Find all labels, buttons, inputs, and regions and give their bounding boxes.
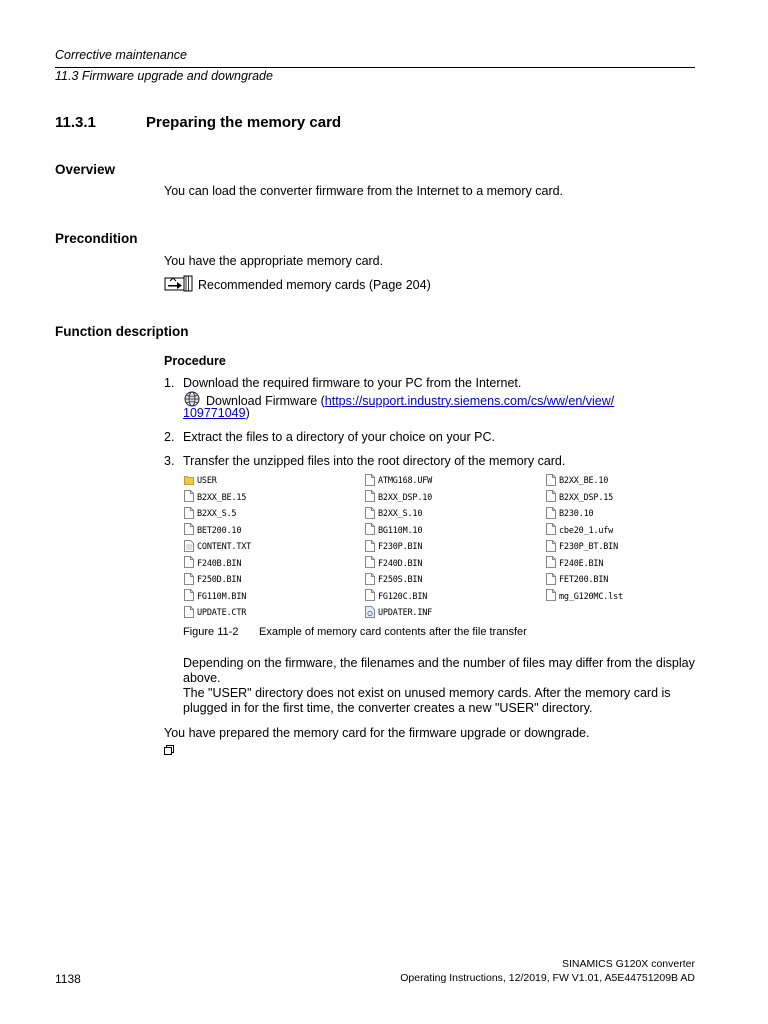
file-row xyxy=(184,523,654,540)
folder-icon xyxy=(184,474,197,488)
file-icon xyxy=(365,540,378,555)
file-icon xyxy=(184,523,197,538)
firmware-url-link[interactable]: https://support.industry.siemens.com/cs/ww/en/view/ xyxy=(324,393,615,408)
footer-product: SINAMICS G120X converter xyxy=(561,958,695,970)
file-icon xyxy=(184,556,197,571)
file-icon xyxy=(546,523,559,538)
file-row xyxy=(184,572,654,589)
file-icon xyxy=(546,573,559,588)
settings-file-icon xyxy=(365,606,378,621)
file-name: mg_G120MC.lst xyxy=(559,591,623,602)
file-entry[interactable] xyxy=(184,556,365,571)
folder-entry[interactable] xyxy=(184,474,365,488)
file-row xyxy=(184,539,654,556)
file-entry[interactable] xyxy=(365,540,546,555)
file-name: F240D.BIN xyxy=(378,558,423,569)
file-entry[interactable] xyxy=(546,507,654,522)
section-title: Preparing the memory card xyxy=(146,114,342,131)
file-icon xyxy=(546,507,559,522)
file-name: F250D.BIN xyxy=(197,575,242,586)
file-entry[interactable] xyxy=(365,556,546,571)
step-2-number: 2. xyxy=(164,430,175,444)
file-icon xyxy=(365,523,378,538)
page-number: 1138 xyxy=(55,972,81,986)
overview-heading: Overview xyxy=(55,162,116,177)
file-icon xyxy=(365,556,378,571)
download-firmware-suffix: ) xyxy=(245,406,250,420)
download-firmware-prefix: Download Firmware ( xyxy=(206,393,325,408)
file-name: B2XX_BE.15 xyxy=(197,492,247,503)
figure-caption: Example of memory card contents after the file transfer xyxy=(259,626,527,638)
file-name: BET200.10 xyxy=(197,525,242,536)
file-name: F230P.BIN xyxy=(378,542,423,553)
result-text: You have prepared the memory card for the firmware upgrade or downgrade. xyxy=(164,726,590,740)
function-description-heading: Function description xyxy=(55,324,189,339)
file-name: FG120C.BIN xyxy=(378,591,428,602)
section-number: 11.3.1 xyxy=(55,114,96,131)
precondition-text: You have the appropriate memory card. xyxy=(164,254,384,268)
file-name: F240E.BIN xyxy=(559,558,604,569)
file-icon xyxy=(546,556,559,571)
file-row xyxy=(184,589,654,606)
file-entry[interactable] xyxy=(184,490,365,505)
file-icon xyxy=(546,589,559,604)
cross-reference-icon xyxy=(164,275,193,296)
file-icon xyxy=(365,573,378,588)
file-row xyxy=(184,473,654,490)
procedure-heading: Procedure xyxy=(164,354,226,368)
file-entry[interactable] xyxy=(546,556,654,571)
file-name: UPDATER.INF xyxy=(378,608,433,619)
file-entry[interactable] xyxy=(546,573,654,588)
file-row xyxy=(184,506,654,523)
header-rule xyxy=(55,67,695,68)
file-entry[interactable] xyxy=(184,523,365,538)
end-of-procedure-icon xyxy=(164,742,174,760)
step-2-text: Extract the files to a directory of your choice on your PC. xyxy=(183,430,495,444)
file-entry[interactable] xyxy=(184,589,365,604)
file-icon xyxy=(365,490,378,505)
file-entry[interactable] xyxy=(365,507,546,522)
file-icon xyxy=(184,606,197,621)
file-entry[interactable] xyxy=(546,490,654,505)
file-icon xyxy=(365,589,378,604)
file-name: ATMG168.UFW xyxy=(378,476,433,487)
file-entry[interactable] xyxy=(184,540,365,555)
file-icon xyxy=(184,573,197,588)
file-row xyxy=(184,605,654,622)
step-3-number: 3. xyxy=(164,454,175,468)
memory-card-file-listing xyxy=(184,473,654,622)
overview-text: You can load the converter firmware from the Internet to a memory card. xyxy=(164,184,564,198)
file-entry[interactable] xyxy=(546,523,654,538)
file-name: B2XX_BE.10 xyxy=(559,476,609,487)
file-name: B2XX_S.10 xyxy=(378,509,423,520)
file-entry[interactable] xyxy=(546,540,654,555)
footer-doc-info: Operating Instructions, 12/2019, FW V1.01, A5E44751209B AD xyxy=(400,972,695,984)
precondition-heading: Precondition xyxy=(55,231,138,246)
file-name: CONTENT.TXT xyxy=(197,542,252,553)
file-entry[interactable] xyxy=(365,606,546,621)
recommended-memory-cards-label: Recommended memory cards (Page 204) xyxy=(198,278,431,292)
recommended-memory-cards-link[interactable] xyxy=(164,275,431,296)
note-filenames: Depending on the firmware, the filenames and the number of files may differ from the display above. xyxy=(183,656,695,685)
file-name: B2XX_S.5 xyxy=(197,509,237,520)
text-file-icon xyxy=(184,540,197,555)
file-entry[interactable] xyxy=(546,589,654,604)
file-name: F230P_BT.BIN xyxy=(559,542,619,553)
file-entry[interactable] xyxy=(365,589,546,604)
file-icon xyxy=(184,589,197,604)
file-name: USER xyxy=(197,476,217,487)
file-icon xyxy=(365,474,378,489)
file-entry[interactable] xyxy=(365,474,546,489)
file-name: FG110M.BIN xyxy=(197,591,247,602)
file-icon xyxy=(546,474,559,489)
file-entry[interactable] xyxy=(365,490,546,505)
file-name: F250S.BIN xyxy=(378,575,423,586)
file-icon xyxy=(546,490,559,505)
file-entry[interactable] xyxy=(184,606,365,621)
file-name: cbe20_1.ufw xyxy=(559,525,614,536)
step-1-number: 1. xyxy=(164,376,175,390)
file-row xyxy=(184,556,654,573)
step-3-text: Transfer the unzipped files into the root directory of the memory card. xyxy=(183,454,566,468)
file-icon xyxy=(365,507,378,522)
firmware-url-continuation xyxy=(183,406,250,421)
file-name: UPDATE.CTR xyxy=(197,608,247,619)
file-row xyxy=(184,490,654,507)
firmware-url-link-continued[interactable]: 109771049 xyxy=(183,406,246,420)
file-entry[interactable] xyxy=(546,474,654,489)
file-name: B2XX_DSP.10 xyxy=(378,492,433,503)
running-header-section: 11.3 Firmware upgrade and downgrade xyxy=(55,69,273,83)
note-user-directory: The "USER" directory does not exist on unused memory cards. After the memory card is plugged in for the first time, the converter creates a new "USER" directory. xyxy=(183,686,671,715)
file-entry[interactable] xyxy=(184,507,365,522)
file-name: B2XX_DSP.15 xyxy=(559,492,614,503)
file-icon xyxy=(184,490,197,505)
file-icon xyxy=(546,540,559,555)
running-header-chapter: Corrective maintenance xyxy=(55,48,188,62)
step-1-text: Download the required firmware to your PC from the Internet. xyxy=(183,376,522,390)
file-entry[interactable] xyxy=(184,573,365,588)
file-name: BG110M.10 xyxy=(378,525,423,536)
file-name: FET200.BIN xyxy=(559,575,609,586)
file-name: F240B.BIN xyxy=(197,558,242,569)
figure-label: Figure 11-2 xyxy=(183,626,239,638)
file-name: B230.10 xyxy=(559,509,594,520)
file-icon xyxy=(184,507,197,522)
file-entry[interactable] xyxy=(365,523,546,538)
file-entry[interactable] xyxy=(365,573,546,588)
